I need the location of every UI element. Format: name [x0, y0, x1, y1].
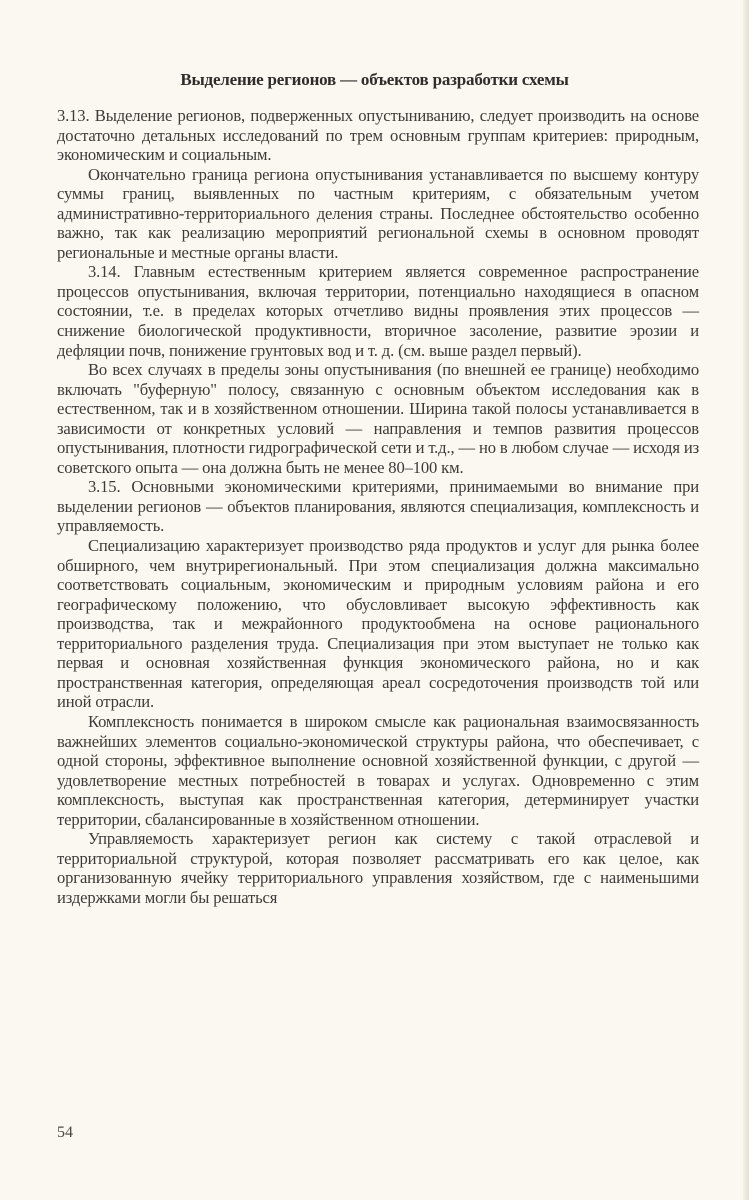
- paragraph-boundary: Окончательно граница региона опустынивания устанавливается по высшему контуру суммы границ, выявленных по частным критериям, с обязательным учетом административно-территориального деления страны. Последнее обстоятельство особенно важно, так как реализацию мероприятий региональной схемы в основном проводят региональные и местные органы власти.: [57, 164, 699, 262]
- paragraph-3-14: 3.14. Главным естественным критерием является современное распространение процессов опустынивания, включая территории, потенциально находящиеся в опасном состоянии, т.е. в пределах которых отчетливо видны проявления этих процессов — снижение биологической продуктивности, вторичное засоление, развитие эрозии и дефляции почв, понижение грунтовых вод и т. д. (см. выше раздел первый).: [57, 262, 699, 360]
- paragraph-specialization: Специализацию характеризует производство ряда продуктов и услуг для рынка более обширного, чем внутрирегиональный. При этом специализация должна максимально соответствовать социальным, экономическим и природным условиям района и его географическому положению, что обусловливает высокую эффективность как производства, так и межрайонного продуктообмена на основе рационального территориального разделения труда. Специализация при этом выступает не только как первая и основная хозяйственная функция экономического района, но и как пространственная категория, определяющая ареал сосредоточения производств той или иной отрасли.: [57, 536, 699, 712]
- paragraph-manageability: Управляемость характеризует регион как систему с такой отраслевой и территориальной структурой, которая позволяет рассматривать его как целое, как организованную ячейку территориального управления хозяйством, где с наименьшими издержками могли бы решаться: [57, 829, 699, 907]
- paragraph-3-13: 3.13. Выделение регионов, подверженных опустыниванию, следует производить на основе достаточно детальных исследований по трем основным группам критериев: природным, экономическим и социальным.: [57, 106, 699, 165]
- paragraph-complexity: Комплексность понимается в широком смысле как рациональная взаимосвязанность важнейших элементов социально-экономической структуры района, что обеспечивает, с одной стороны, эффективное выполнение основной хозяйственной функции, с другой — удовлетворение местных потребностей в товарах и услугах. Одновременно с этим комплексность, выступая как пространственная категория, детерминирует участки территории, сбалансированные в хозяйственном отношении.: [57, 711, 699, 829]
- page-edge-shadow: [743, 0, 749, 1200]
- paragraph-buffer-zone: Во всех случаях в пределы зоны опустынивания (по внешней ее границе) необходимо включать "буферную" полосу, связанную с основным объектом исследования как в естественном, так и в хозяйственном отношении. Ширина такой полосы устанавливается в зависимости от конкретных условий — направления и темпов развития процессов опустынивания, плотности гидрографической сети и т.д., — но в любом случае — исходя из советского опыта — она должна быть не менее 80–100 км.: [57, 360, 699, 477]
- page-number: 54: [57, 1124, 73, 1141]
- body-text: [57, 106, 699, 907]
- paragraph-3-15: 3.15. Основными экономическими критериями, принимаемыми во внимание при выделении регионов — объектов планирования, являются специализация, комплексность и управляемость.: [57, 477, 699, 536]
- section-heading: Выделение регионов — объектов разработки схемы: [180, 70, 569, 89]
